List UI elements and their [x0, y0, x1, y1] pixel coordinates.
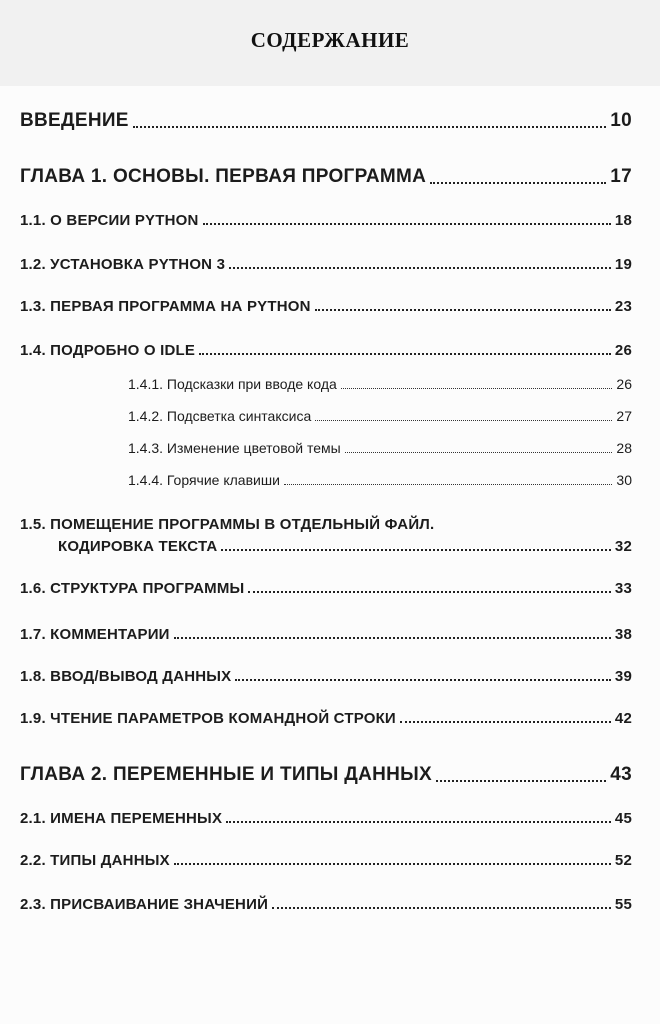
toc-entry-subsection-1-4-4 — [128, 472, 632, 488]
toc-dot-leader — [203, 223, 611, 225]
toc-entry-page: 17 — [610, 166, 632, 187]
toc-entry-label: 2.2. ТИПЫ ДАННЫХ — [20, 852, 170, 869]
toc-dot-leader — [248, 591, 610, 593]
toc-entry-section-1-8 — [20, 668, 632, 685]
toc-dot-leader — [221, 549, 611, 551]
toc-entry-section-1-5-line-1 — [20, 516, 632, 533]
toc-entry-label: 1.6. СТРУКТУРА ПРОГРАММЫ — [20, 580, 245, 597]
toc-dot-leader — [284, 484, 613, 485]
toc-entry-label: 1.9. ЧТЕНИЕ ПАРАМЕТРОВ КОМАНДНОЙ СТРОКИ — [20, 710, 396, 727]
toc-entry-page: 27 — [616, 408, 632, 424]
toc-entry-section-1-4 — [20, 342, 632, 359]
toc-entry-label: 1.3. ПЕРВАЯ ПРОГРАММА НА PYTHON — [20, 298, 311, 315]
toc-entry-section-2-3 — [20, 896, 632, 913]
toc-dot-leader — [341, 388, 613, 389]
toc-entry-subsection-1-4-3 — [128, 440, 632, 456]
toc-entry-page: 26 — [614, 342, 632, 359]
toc-entry-section-1-2 — [20, 256, 632, 273]
toc-entry-section-2-2 — [20, 852, 632, 869]
toc-entry-chapter-1 — [20, 166, 632, 188]
page-title: СОДЕРЖАНИЕ — [250, 28, 410, 52]
toc-dot-leader — [345, 452, 613, 453]
toc-entry-page: 30 — [616, 472, 632, 488]
toc-entry-section-1-3 — [20, 298, 632, 315]
toc-entry-label: 1.2. УСТАНОВКА PYTHON 3 — [20, 256, 226, 273]
toc-entry-page: 32 — [614, 538, 632, 555]
toc-entry-label: 1.4.4. Горячие клавиши — [128, 472, 280, 488]
toc-dot-leader — [272, 907, 611, 909]
toc-entry-label: ГЛАВА 2. ПЕРЕМЕННЫЕ И ТИПЫ ДАННЫХ — [20, 764, 433, 785]
toc-dot-leader — [400, 721, 611, 723]
toc-entry-introduction — [20, 110, 632, 132]
toc-entry-page: 33 — [614, 580, 632, 597]
toc-entry-page: 43 — [610, 764, 632, 785]
toc-entry-label: 1.8. ВВОД/ВЫВОД ДАННЫХ — [20, 668, 232, 685]
toc-dot-leader — [199, 353, 611, 355]
toc-entry-label: 1.7. КОММЕНТАРИИ — [20, 626, 170, 643]
toc-entry-chapter-2 — [20, 764, 632, 786]
toc-entry-section-1-7 — [20, 626, 632, 643]
toc-entry-page: 45 — [614, 810, 632, 827]
toc-entry-page: 26 — [616, 376, 632, 392]
toc-dot-leader — [430, 182, 606, 184]
toc-entry-subsection-1-4-1 — [128, 376, 632, 392]
toc-dot-leader — [229, 267, 611, 269]
toc-entry-page: 38 — [614, 626, 632, 643]
toc-entry-section-1-5-line-2 — [58, 538, 632, 555]
toc-dot-leader — [436, 780, 606, 782]
toc-entry-label: 2.3. ПРИСВАИВАНИЕ ЗНАЧЕНИЙ — [20, 896, 269, 913]
toc-dot-leader — [133, 126, 606, 128]
toc-entry-page: 39 — [614, 668, 632, 685]
toc-entry-page: 28 — [616, 440, 632, 456]
toc-entry-subsection-1-4-2 — [128, 408, 632, 424]
toc-dot-leader — [235, 679, 611, 681]
toc-entry-label: 1.4.2. Подсветка синтаксиса — [128, 408, 312, 424]
toc-dot-leader — [226, 821, 611, 823]
toc-entry-section-1-6 — [20, 580, 632, 597]
toc-entry-page: 52 — [614, 852, 632, 869]
toc-entry-page: 18 — [614, 212, 632, 229]
toc-entry-label: 1.4.3. Изменение цветовой темы — [128, 440, 341, 456]
toc-entry-section-2-1 — [20, 810, 632, 827]
toc-entry-label-continued: КОДИРОВКА ТЕКСТА — [58, 538, 218, 555]
toc-entry-page: 19 — [614, 256, 632, 273]
toc-entry-label: ГЛАВА 1. ОСНОВЫ. ПЕРВАЯ ПРОГРАММА — [20, 166, 427, 187]
toc-entry-label: 2.1. ИМЕНА ПЕРЕМЕННЫХ — [20, 810, 223, 827]
toc-entry-label: 1.4. ПОДРОБНО О IDLE — [20, 342, 196, 359]
toc-entry-page: 10 — [610, 110, 632, 131]
toc-entry-page: 55 — [614, 896, 632, 913]
toc-dot-leader — [174, 863, 611, 865]
toc-entry-label: 1.4.1. Подсказки при вводе кода — [128, 376, 337, 392]
toc-entry-page: 23 — [614, 298, 632, 315]
toc-entry-section-1-9 — [20, 710, 632, 727]
toc-dot-leader — [174, 637, 611, 639]
toc-entry-section-1-1 — [20, 212, 632, 229]
toc-dot-leader — [315, 309, 611, 311]
toc-dot-leader — [315, 420, 612, 421]
toc-entry-label: ВВЕДЕНИЕ — [20, 110, 129, 131]
toc-entry-label: 1.5. ПОМЕЩЕНИЕ ПРОГРАММЫ В ОТДЕЛЬНЫЙ ФАЙЛ. — [20, 516, 435, 533]
toc-entry-page: 42 — [614, 710, 632, 727]
toc-entry-label: 1.1. О ВЕРСИИ PYTHON — [20, 212, 199, 229]
